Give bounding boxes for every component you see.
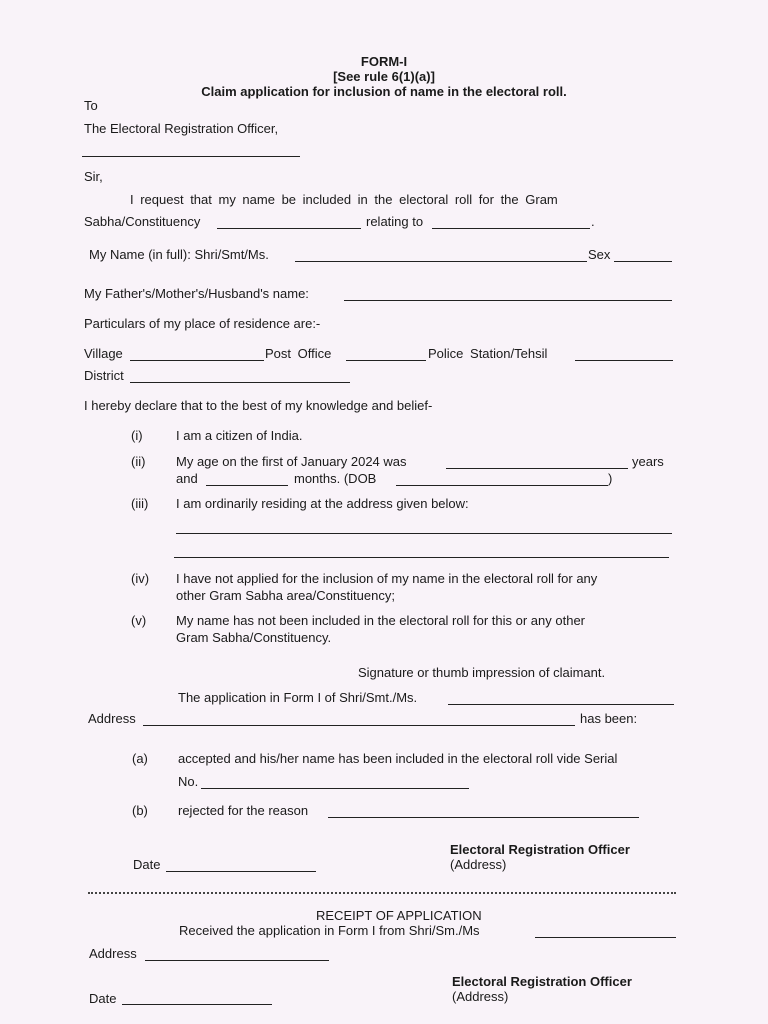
rejection-reason-blank[interactable] — [328, 817, 639, 818]
declaration-item: My name has not been included in the electoral roll for this or any other — [176, 613, 586, 628]
residence-address-blank-2[interactable] — [174, 557, 669, 558]
name-blank[interactable] — [295, 261, 587, 262]
option-accepted: accepted and his/her name has been included in the electoral roll vide Serial — [178, 751, 618, 766]
relating-to-label: relating to — [366, 214, 424, 229]
sex-blank[interactable] — [614, 261, 672, 262]
has-been-label: has been: — [580, 711, 638, 726]
constituency-blank[interactable] — [217, 228, 361, 229]
and-label: and — [176, 471, 198, 486]
receipt-date-blank[interactable] — [122, 1004, 272, 1005]
declaration-num: (iii) — [131, 496, 149, 511]
declaration-num: (iv) — [131, 571, 150, 586]
declaration-item-line2: Gram Sabha/Constituency. — [176, 630, 332, 645]
police-station-label: Police Station/Tehsil — [428, 346, 548, 361]
residence-label: Particulars of my place of residence are:- — [84, 316, 321, 331]
declaration-num: (i) — [131, 428, 143, 443]
relation-blank[interactable] — [344, 300, 672, 301]
dob-blank[interactable] — [396, 485, 608, 486]
relating-to-blank[interactable] — [432, 228, 590, 229]
receipt-received-text: Received the application in Form I from Shri/Sm./Ms — [179, 923, 480, 938]
request-text: I request that my name be included in the electoral roll for the Gram — [130, 192, 558, 207]
post-office-label: Post Office — [265, 346, 332, 361]
receipt-name-blank[interactable] — [535, 937, 676, 938]
age-years-blank[interactable] — [446, 468, 628, 469]
receipt-address-blank[interactable] — [145, 960, 329, 961]
receipt-address-label: Address — [89, 946, 137, 961]
salutation: Sir, — [84, 169, 103, 184]
rule-reference: [See rule 6(1)(a)] — [333, 69, 435, 84]
address-blank[interactable] — [143, 725, 575, 726]
police-station-blank[interactable] — [575, 360, 673, 361]
date-label: Date — [133, 857, 161, 872]
signature-label: Signature or thumb impression of claimant. — [358, 665, 606, 680]
ero-address: (Address) — [450, 857, 507, 872]
receipt-ero-address: (Address) — [452, 989, 509, 1004]
form-number: FORM-I — [360, 54, 408, 69]
age-months-blank[interactable] — [206, 485, 288, 486]
declaration-item-line2: other Gram Sabha area/Constituency; — [176, 588, 395, 603]
village-label: Village — [84, 346, 123, 361]
declaration-item: I have not applied for the inclusion of my name in the electoral roll for any — [176, 571, 598, 586]
declaration-text: I hereby declare that to the best of my knowledge and belief- — [84, 398, 433, 413]
officer-address-blank[interactable] — [82, 156, 300, 157]
constituency-label: Sabha/Constituency — [84, 214, 201, 229]
period: . — [591, 214, 595, 229]
to-label: To — [84, 98, 98, 113]
ero-title: Electoral Registration Officer — [450, 842, 630, 857]
dob-close: ) — [608, 471, 613, 486]
declaration-num: (ii) — [131, 454, 146, 469]
officer-label: The Electoral Registration Officer, — [84, 121, 279, 136]
serial-no-label: No. — [178, 774, 199, 789]
form-title: Claim application for inclusion of name in the electoral roll. — [201, 84, 567, 99]
declaration-item: My age on the first of January 2024 was — [176, 454, 407, 469]
option-num: (a) — [132, 751, 148, 766]
relation-label: My Father's/Mother's/Husband's name: — [84, 286, 309, 301]
sex-label: Sex — [588, 247, 611, 262]
district-blank[interactable] — [130, 382, 350, 383]
declaration-item: I am ordinarily residing at the address given below: — [176, 496, 469, 511]
declaration-num: (v) — [131, 613, 147, 628]
receipt-title: RECEIPT OF APPLICATION — [316, 908, 482, 923]
residence-address-blank-1[interactable] — [176, 533, 672, 534]
post-office-blank[interactable] — [346, 360, 426, 361]
option-rejected: rejected for the reason — [178, 803, 309, 818]
application-label: The application in Form I of Shri/Smt./Ms. — [178, 690, 418, 705]
date-blank[interactable] — [166, 871, 316, 872]
address-label: Address — [88, 711, 136, 726]
village-blank[interactable] — [130, 360, 264, 361]
receipt-ero-title: Electoral Registration Officer — [452, 974, 632, 989]
option-num: (b) — [132, 803, 148, 818]
years-label: years — [632, 454, 664, 469]
applicant-name-blank[interactable] — [448, 704, 674, 705]
receipt-date-label: Date — [89, 991, 117, 1006]
months-dob-label: months. (DOB — [294, 471, 377, 486]
name-label: My Name (in full): Shri/Smt/Ms. — [89, 247, 269, 262]
serial-no-blank[interactable] — [201, 788, 469, 789]
cut-line — [88, 892, 676, 894]
district-label: District — [84, 368, 124, 383]
declaration-item: I am a citizen of India. — [176, 428, 303, 443]
